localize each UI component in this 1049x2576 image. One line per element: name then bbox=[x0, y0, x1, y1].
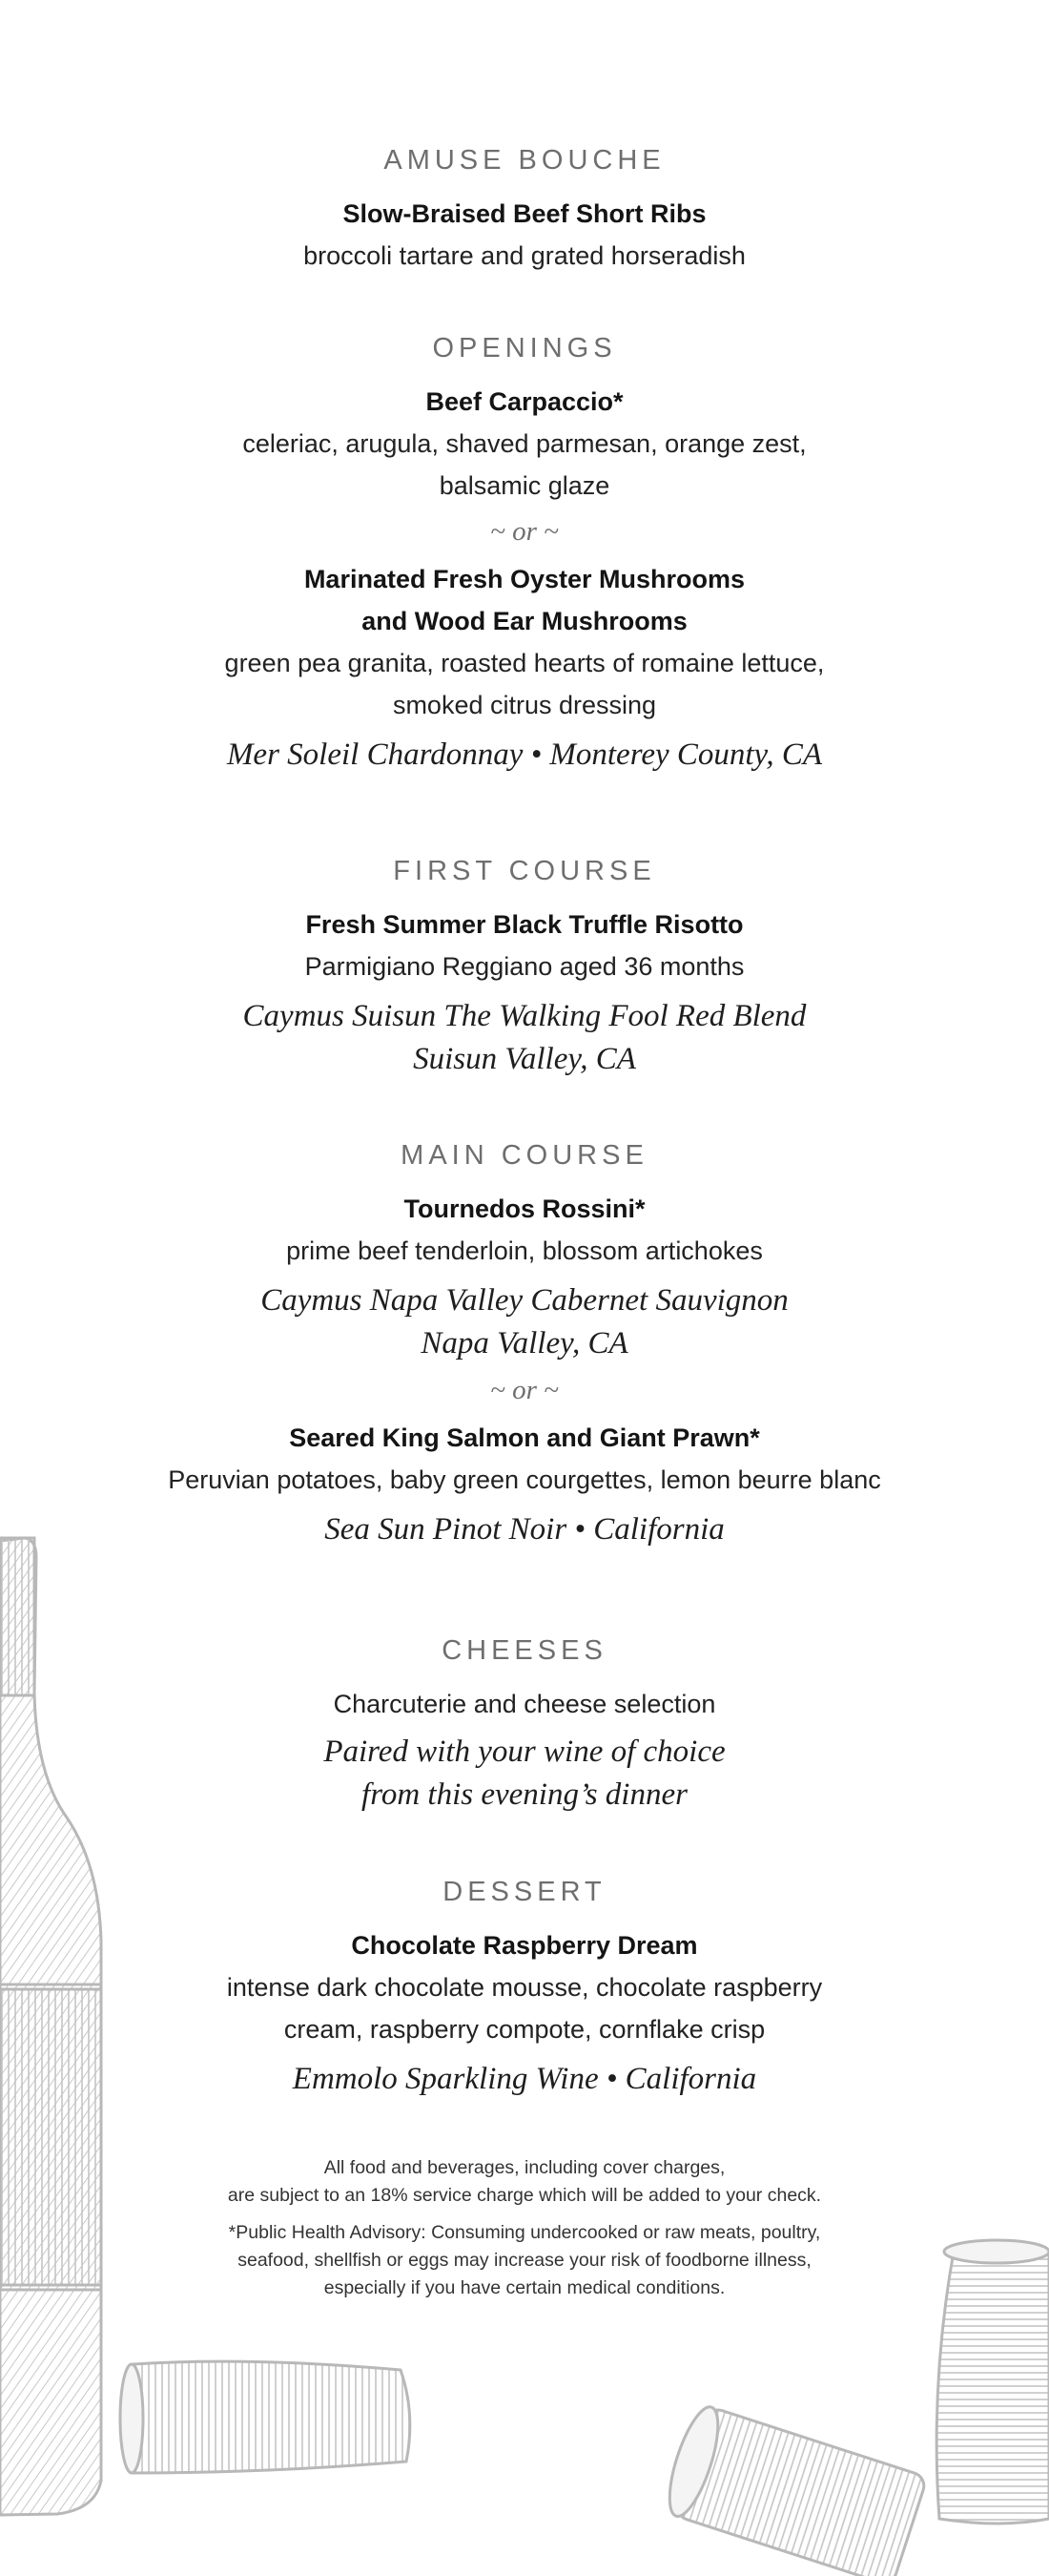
health-advisory: *Public Health Advisory: Consuming undercooked or raw meats, poultry, bbox=[228, 2222, 821, 2243]
dish-description: cream, raspberry compote, cornflake crisp bbox=[283, 2015, 766, 2044]
section-cheeses bbox=[0, 1631, 1049, 1817]
footer-notes bbox=[0, 2154, 1049, 2302]
section-heading: FIRST COURSE bbox=[393, 856, 656, 886]
dish-description: celeriac, arugula, shaved parmesan, orange zest, bbox=[242, 429, 807, 458]
dish-description: balsamic glaze bbox=[439, 471, 610, 500]
dish-description: green pea granita, roasted hearts of romaine lettuce, bbox=[224, 649, 825, 677]
section-openings bbox=[0, 329, 1049, 777]
service-charge-note: All food and beverages, including cover charges, bbox=[323, 2157, 726, 2178]
wine-pairing: from this evening’s dinner bbox=[361, 1777, 688, 1812]
wine-pairing: Napa Valley, CA bbox=[421, 1326, 628, 1361]
dish-description: prime beef tenderloin, blossom artichokes bbox=[286, 1236, 763, 1265]
section-amuse-bouche bbox=[0, 141, 1049, 277]
section-heading: OPENINGS bbox=[432, 333, 617, 364]
dish-name: Fresh Summer Black Truffle Risotto bbox=[305, 910, 744, 939]
health-advisory: especially if you have certain medical conditions. bbox=[323, 2277, 726, 2298]
cork-illustration bbox=[660, 2401, 928, 2576]
wine-pairing: Paired with your wine of choice bbox=[323, 1735, 726, 1769]
wine-pairing: Caymus Napa Valley Cabernet Sauvignon bbox=[260, 1283, 789, 1318]
dish-description: intense dark chocolate mousse, chocolate raspberry bbox=[226, 1973, 823, 2002]
wine-pairing: Caymus Suisun The Walking Fool Red Blend bbox=[242, 999, 807, 1033]
service-charge-note: are subject to an 18% service charge which will be added to your check. bbox=[227, 2185, 822, 2206]
health-advisory: seafood, shellfish or eggs may increase your risk of foodborne illness, bbox=[237, 2250, 812, 2271]
dish-description: broccoli tartare and grated horseradish bbox=[303, 241, 746, 270]
dish-name: Slow-Braised Beef Short Ribs bbox=[342, 199, 707, 228]
wine-pairing: Mer Soleil Chardonnay • Monterey County, CA bbox=[226, 737, 823, 772]
dish-name: Chocolate Raspberry Dream bbox=[351, 1931, 698, 1960]
dish-description: Parmigiano Reggiano aged 36 months bbox=[304, 952, 745, 981]
section-heading: MAIN COURSE bbox=[401, 1140, 648, 1171]
cork-illustration bbox=[120, 2361, 410, 2473]
or-divider: ~ or ~ bbox=[490, 516, 559, 547]
dish-description: Charcuterie and cheese selection bbox=[333, 1690, 716, 1718]
wine-pairing: Sea Sun Pinot Noir • California bbox=[324, 1512, 725, 1547]
dish-name: Beef Carpaccio* bbox=[425, 387, 624, 416]
dish-description: smoked citrus dressing bbox=[392, 691, 657, 719]
or-divider: ~ or ~ bbox=[490, 1375, 559, 1405]
dish-name: Marinated Fresh Oyster Mushrooms bbox=[303, 565, 746, 593]
dish-description: Peruvian potatoes, baby green courgettes, lemon beurre blanc bbox=[168, 1465, 881, 1494]
section-heading: AMUSE BOUCHE bbox=[383, 145, 666, 176]
dish-name: Seared King Salmon and Giant Prawn* bbox=[289, 1423, 760, 1452]
section-dessert bbox=[0, 1873, 1049, 2101]
section-main-course bbox=[0, 1136, 1049, 1551]
dish-name: and Wood Ear Mushrooms bbox=[361, 607, 688, 635]
dish-name: Tournedos Rossini* bbox=[403, 1195, 646, 1223]
wine-pairing: Emmolo Sparkling Wine • California bbox=[292, 2062, 757, 2096]
section-heading: CHEESES bbox=[442, 1635, 607, 1666]
section-heading: DESSERT bbox=[442, 1877, 607, 1907]
section-first-course bbox=[0, 852, 1049, 1081]
wine-pairing: Suisun Valley, CA bbox=[413, 1042, 636, 1076]
